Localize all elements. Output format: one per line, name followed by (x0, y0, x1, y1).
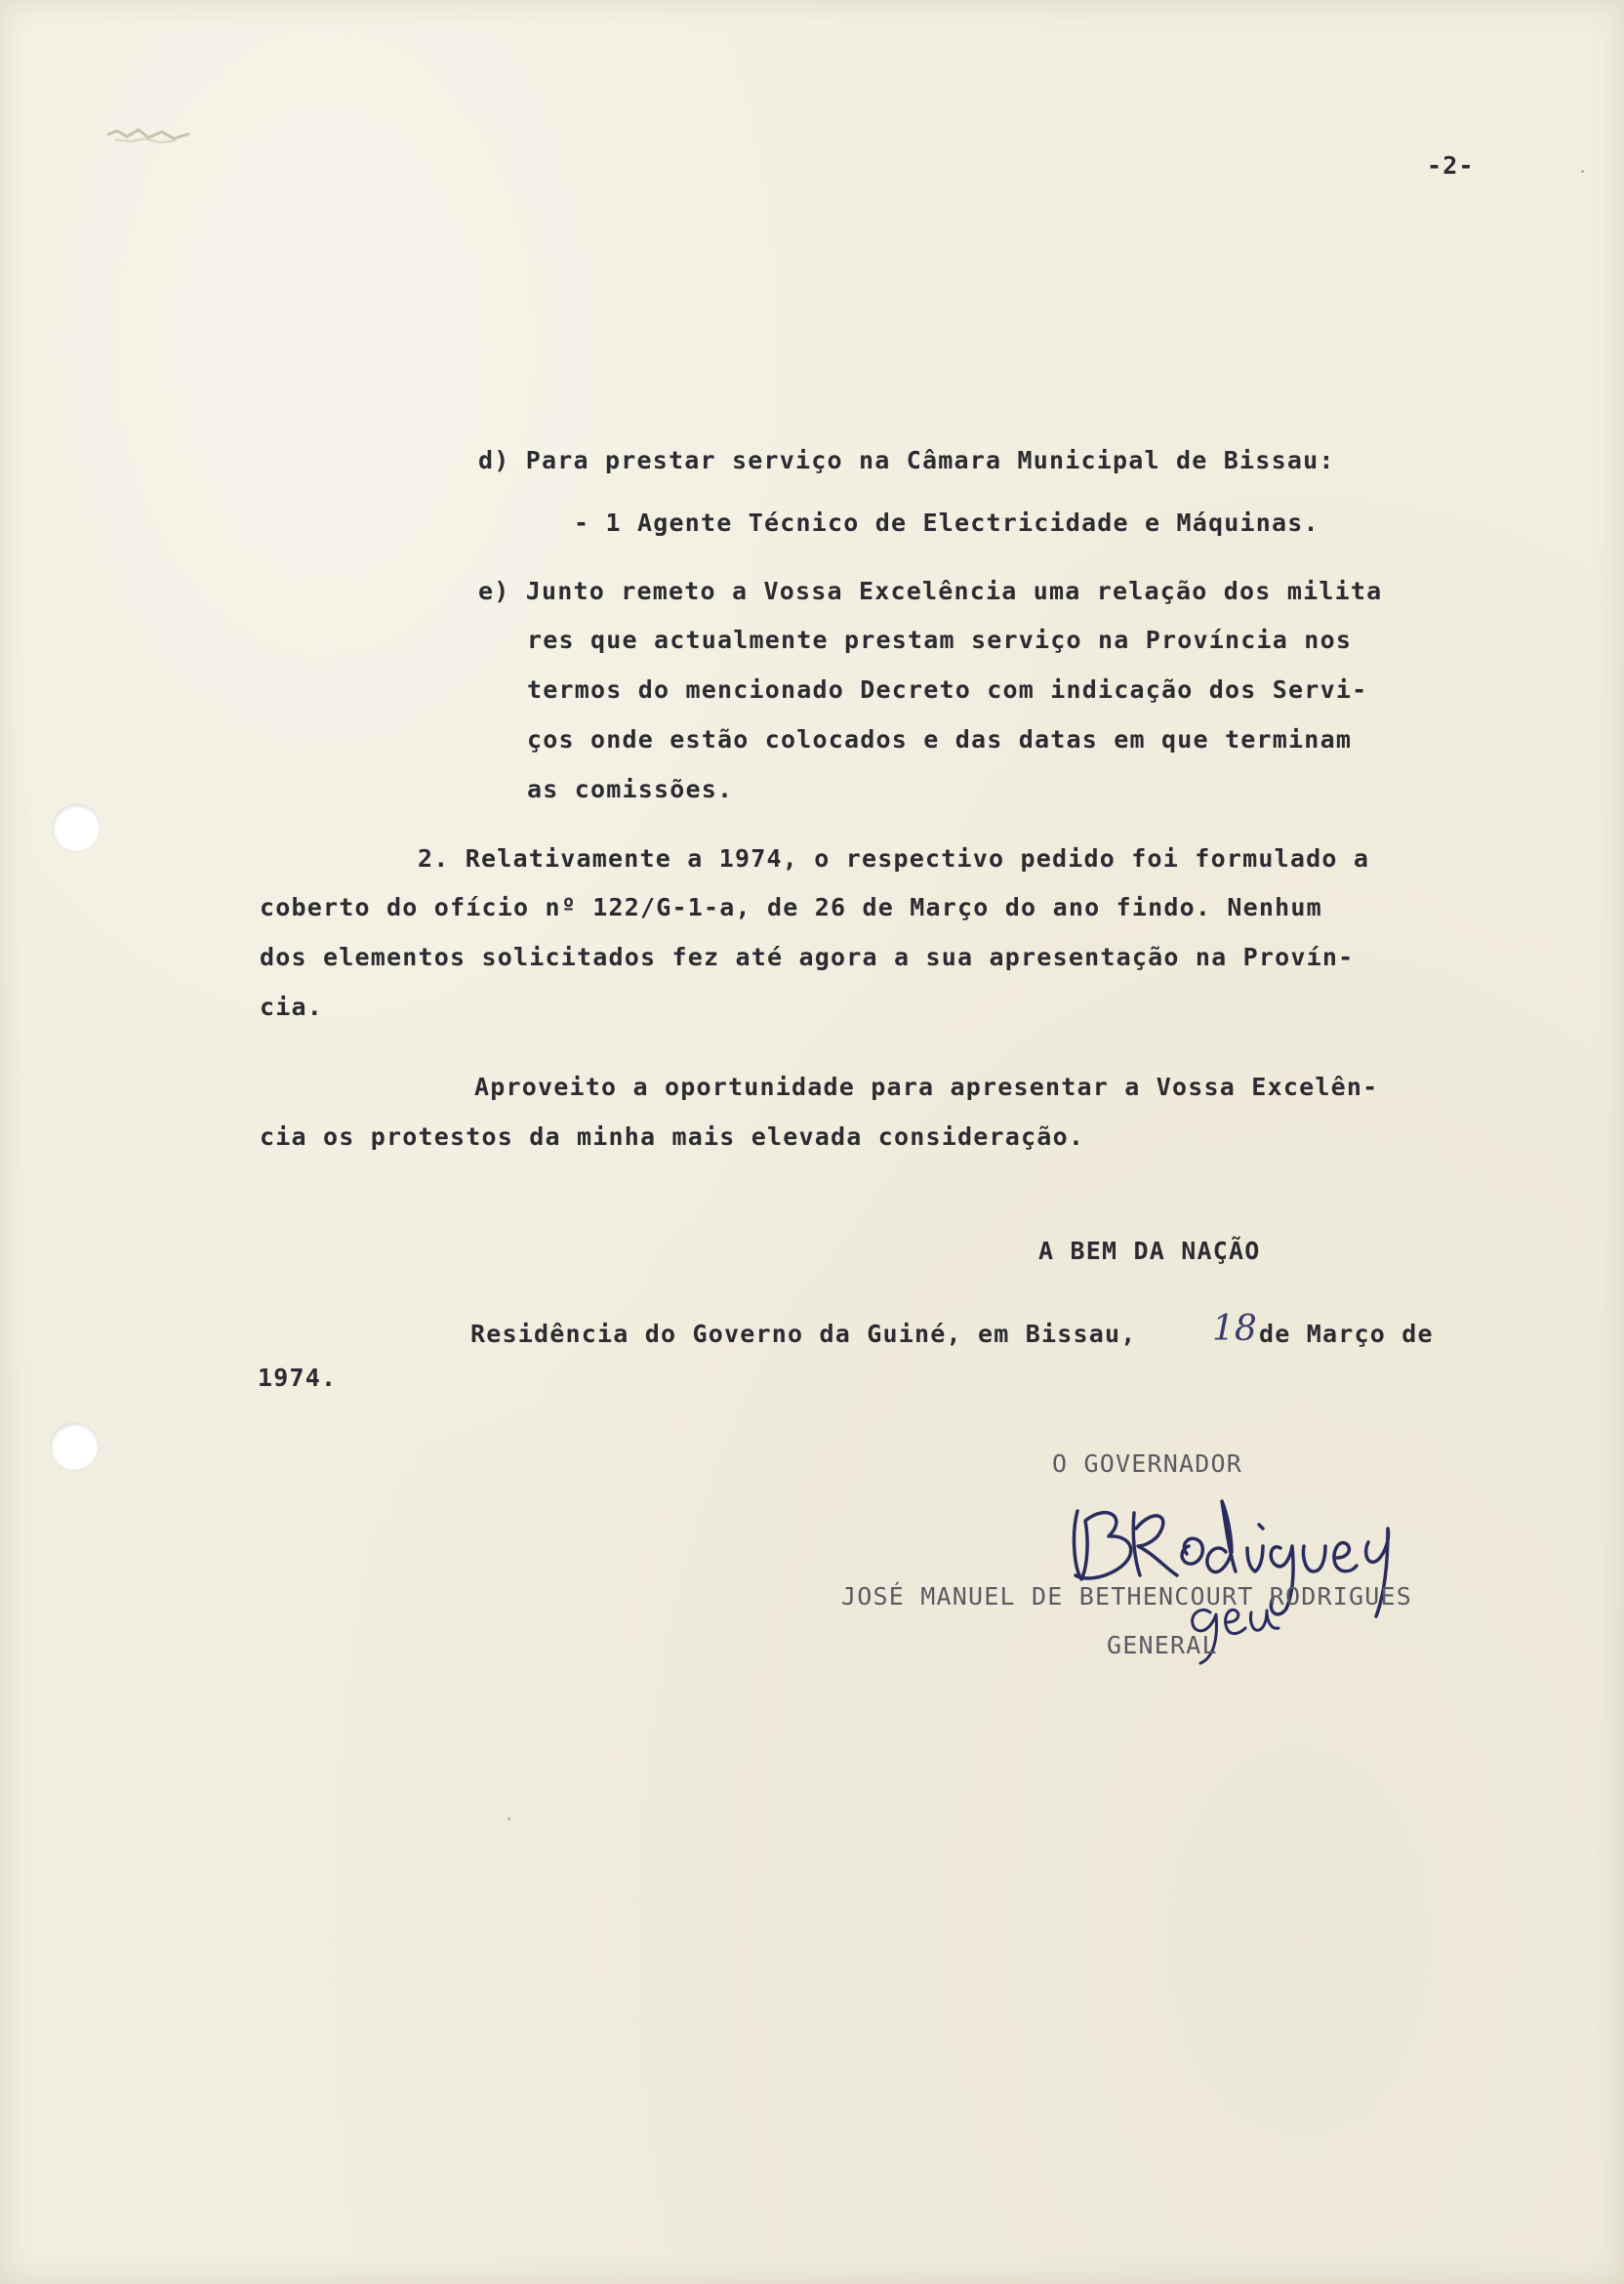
closing-line-2: cia os protestos da minha mais elevada consideração. (260, 1122, 1085, 1151)
paragraph-2-line-1: 2. Relativamente a 1974, o respectivo pedido foi formulado a (418, 844, 1370, 873)
page-number: -2- (1427, 151, 1475, 180)
paragraph-2-line-2: coberto do ofício nº 122/G-1-a, de 26 de Março do ano findo. Nenhum (260, 893, 1322, 921)
item-d-line-1: d) Para prestar serviço na Câmara Municipal de Bissau: (478, 446, 1335, 474)
item-e-line-1: e) Junto remeto a Vossa Excelência uma relação dos milita (478, 577, 1383, 605)
place-date-line-1-end: de Março de (1259, 1320, 1434, 1348)
paper-speck (1581, 170, 1584, 173)
place-date-line-1: Residência do Governo da Guiné, em Bissau, (470, 1320, 1137, 1348)
paper-tear-mark (105, 125, 193, 148)
item-e-line-2: res que actualmente prestam serviço na Província nos (527, 626, 1353, 654)
item-e-line-3: termos do mencionado Decreto com indicação dos Servi- (527, 675, 1368, 704)
closing-line-1: Aproveito a oportunidade para apresentar a Vossa Excelên- (474, 1073, 1379, 1101)
paragraph-2-line-4: cia. (260, 993, 324, 1021)
item-d-line-2: - 1 Agente Técnico de Electricidade e Máquinas. (574, 509, 1320, 537)
paragraph-2-line-3: dos elementos solicitados fez até agora a sua apresentação na Provín- (260, 943, 1355, 971)
motto: A BEM DA NAÇÃO (1038, 1237, 1261, 1265)
governor-title: O GOVERNADOR (1052, 1449, 1243, 1478)
punch-hole-bottom (51, 1423, 98, 1470)
paper-speck (508, 1817, 510, 1820)
governor-rank: GENERAL (1107, 1631, 1218, 1659)
punch-hole-top (53, 804, 100, 851)
item-e-line-4: ços onde estão colocados e das datas em que terminam (527, 725, 1353, 754)
handwritten-day: 18 (1212, 1309, 1257, 1349)
item-e-line-5: as comissões. (527, 775, 734, 803)
place-date-year: 1974. (258, 1364, 338, 1392)
governor-name: JOSÉ MANUEL DE BETHENCOURT RODRIGUES (841, 1582, 1413, 1611)
